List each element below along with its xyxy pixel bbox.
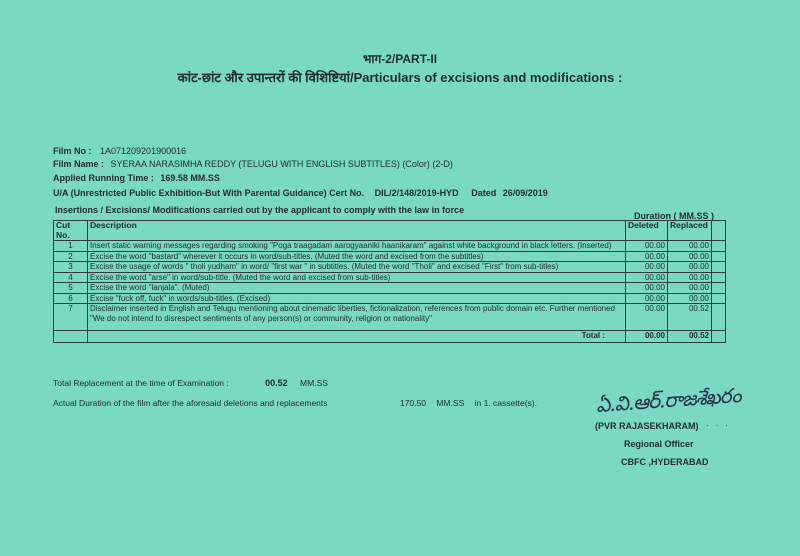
spacer-cell — [712, 272, 726, 283]
officer-name: (PVR RAJASEKHARAM) — [595, 421, 699, 431]
table-total-row — [54, 331, 726, 343]
actual-duration-unit: MM.SS — [436, 398, 465, 408]
page-subtitle: कांट-छांट और उपान्तरों की विशिष्टियां/Particulars of excisions and modifications : — [177, 70, 623, 85]
table-row — [54, 262, 726, 273]
cut-replaced: 00.00 — [668, 262, 712, 273]
actual-duration-value: 170.50 — [400, 398, 426, 408]
cut-description: Disclaimer inserted in English and Telugu mentioning about cinematic liberties, fictionalization, references from public domain etc. Further mentioned "We do not intend to disrespect sentiments of any person(s) or community, religion or nationality" — [88, 304, 626, 331]
certificate-no: DIL/2/148/2019-HYD — [374, 188, 459, 198]
total-replaced: 00.52 — [668, 331, 712, 343]
total-replacement-value: 00.52 — [265, 378, 288, 388]
cut-no: 6 — [54, 293, 88, 304]
spacer-cell — [712, 262, 726, 273]
total-replacement-label: Total Replacement at the time of Examination : — [53, 378, 229, 388]
total-deleted: 00.00 — [626, 331, 668, 343]
section-heading: Insertions / Excisions/ Modifications carried out by the applicant to comply with the law in force — [55, 205, 465, 215]
cut-description: Insert static warning messages regarding smoking "Poga traagadam aarogyaaniki haanikaram" against white background in black letters. (Inserted) — [88, 241, 626, 252]
spacer-cell — [712, 304, 726, 331]
officer-title: Regional Officer — [624, 439, 694, 449]
film-no-row — [53, 146, 186, 156]
film-name-label: Film Name : — [53, 159, 105, 169]
total-replacement-unit: MM.SS — [300, 378, 328, 388]
table-header-row — [54, 221, 726, 241]
certificate-row — [53, 188, 548, 198]
officer-office: CBFC ,HYDERABAD — [621, 457, 709, 467]
duration-label: Duration ( MM.SS ) — [634, 211, 714, 221]
dated-value: 26/09/2019 — [502, 188, 548, 198]
cut-replaced: 00.00 — [668, 251, 712, 262]
header-deleted: Deleted — [626, 221, 668, 241]
cut-deleted: 00.00 — [626, 241, 668, 252]
cut-description: Excise the usage of words " tholi yudham" in word/ "first war " in subtitles. (Muted the word "Tholi" and excised "First" from sub-titles) — [88, 262, 626, 273]
cut-no: 7 — [54, 304, 88, 331]
cut-no: 4 — [54, 272, 88, 283]
actual-duration-row — [400, 398, 537, 408]
cut-replaced: 00.52 — [668, 304, 712, 331]
cut-description: Excise "fuck off, fuck" in words/sub-titles. (Excised) — [88, 293, 626, 304]
table-row — [54, 293, 726, 304]
film-name-row — [53, 159, 453, 169]
table-row — [54, 283, 726, 294]
cut-deleted: 00.00 — [626, 293, 668, 304]
cut-replaced: 00.00 — [668, 283, 712, 294]
spacer-cell — [712, 251, 726, 262]
dated-label: Dated — [471, 188, 497, 198]
running-time-label: Applied Running Time : — [53, 173, 154, 183]
cut-deleted: 00.00 — [626, 272, 668, 283]
cut-no: 2 — [54, 251, 88, 262]
cut-no: 1 — [54, 241, 88, 252]
spacer-cell — [712, 331, 726, 343]
certificate-text: U/A (Unrestricted Public Exhibition-But With Parental Guidance) Cert No. — [53, 188, 365, 198]
header-description: Description — [88, 221, 626, 241]
cut-replaced: 00.00 — [668, 293, 712, 304]
total-label: Total : — [88, 331, 626, 343]
cut-no: 5 — [54, 283, 88, 294]
header-cut-no: Cut No. — [54, 221, 88, 241]
header-spacer — [712, 221, 726, 241]
film-no-label: Film No : — [53, 146, 92, 156]
cut-deleted: 00.00 — [626, 304, 668, 331]
header-replaced: Replaced — [668, 221, 712, 241]
page-title: भाग-2/PART-II — [362, 52, 438, 66]
spacer-cell — [712, 283, 726, 294]
spacer-cell — [712, 241, 726, 252]
total-replacement-row — [53, 378, 328, 388]
film-no-value: 1A071209201900016 — [100, 146, 187, 156]
table-row — [54, 304, 726, 331]
spacer-cell — [712, 293, 726, 304]
signature: ఏ.వి.ఆర్.రాజశేఖరం — [595, 382, 742, 418]
cut-deleted: 00.00 — [626, 283, 668, 294]
excisions-table — [53, 220, 726, 343]
cut-replaced: 00.00 — [668, 272, 712, 283]
running-time-row — [53, 173, 220, 183]
cut-no: 3 — [54, 262, 88, 273]
cut-replaced: 00.00 — [668, 241, 712, 252]
signature-dots: . . . — [706, 418, 730, 429]
cut-deleted: 00.00 — [626, 251, 668, 262]
table-row — [54, 251, 726, 262]
cut-deleted: 00.00 — [626, 262, 668, 273]
actual-duration-cassette: in 1. cassette(s). — [474, 398, 537, 408]
cut-description: Excise the word "lanjala". (Muted) — [88, 283, 626, 294]
cut-description: Excise the word "arse" in word/sub-title. (Muted the word and excised from sub-titles) — [88, 272, 626, 283]
table-row — [54, 272, 726, 283]
cut-description: Excise the word "bastard" wherever it occurs in word/sub-titles. (Muted the word and excised from the subtitles) — [88, 251, 626, 262]
actual-duration-label: Actual Duration of the film after the aforesaid deletions and replacements — [53, 398, 328, 408]
running-time-value: 169.58 MM.SS — [160, 173, 220, 183]
total-spacer-cell — [54, 331, 88, 343]
film-name-value: SYERAA NARASIMHA REDDY (TELUGU WITH ENGLISH SUBTITLES) (Color) (2-D) — [110, 159, 453, 169]
table-row — [54, 241, 726, 252]
